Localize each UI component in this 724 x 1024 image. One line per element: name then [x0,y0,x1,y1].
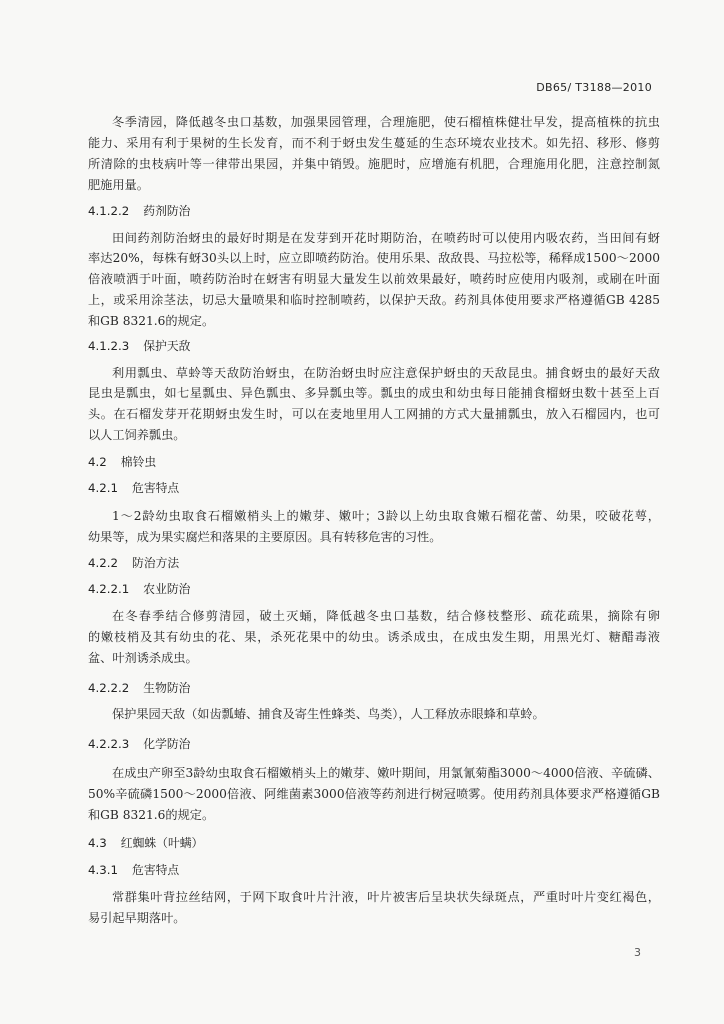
paragraph-line: 1～2龄幼虫取食石榴嫩梢头上的嫩芽、嫩叶；3龄以上幼虫取食嫩石榴花蕾、幼果，咬破花萼， [112,509,660,523]
paragraph-line: 保护果园天敌（如齿瓢蝽、捕食及寄生性蜂类、鸟类），人工释放赤眼蜂和草蛉。 [112,707,545,721]
paragraph-line: 和GB 8321.6的规定。 [88,314,215,328]
section-heading [88,679,190,697]
section-number: 4.2.2.2 [88,681,130,695]
paragraph-line: 倍液喷洒于叶面，喷药防治时在蚜害有明显大量发生以前效果最好，喷药时应使用内吸剂，或刷在叶面 [88,272,660,286]
paragraph-line: 肥施用量。 [88,178,149,192]
page-number: 3 [634,946,641,959]
section-number: 4.2.2.1 [88,582,130,596]
section-title: 红蜘蛛（叶螨） [120,836,204,850]
section-title: 药剂防治 [143,204,191,218]
section-number: 4.3.1 [88,863,119,877]
section-title: 防治方法 [132,556,180,570]
paragraph-line: 所清除的虫枝病叶等一律带出果园，并集中销毁。施肥时，应增施有机肥，合理施用化肥，注意控制氮 [88,157,660,171]
section-heading [88,479,179,497]
section-title: 保护天敌 [143,339,191,353]
paragraph-line: 和GB 8321.6的规定。 [88,808,215,822]
paragraph-line: 率达20%，每株有蚜30头以上时，应立即喷药防治。使用乐果、敌敌畏、马拉松等，稀释成1500～2000 [88,251,660,265]
section-heading [88,453,156,471]
section-title: 生物防治 [143,681,191,695]
paragraph-line: 上，或采用涂茎法，切忌大量喷果和临时控制喷药，以保护天敌。药剂具体使用要求严格遵循GB 4285 [88,293,660,307]
paragraph-line: 头。在石榴发芽开花期蚜虫发生时，可以在麦地里用人工网捕的方式大量捕瓢虫，放入石榴园内，也可 [88,407,660,421]
section-heading [88,580,190,598]
paragraph-line: 易引起早期落叶。 [88,911,186,925]
paragraph-line: 在成虫产卵至3龄幼虫取食石榴嫩梢头上的嫩芽、嫩叶期间，用氯氰菊酯3000～4000倍液、辛硫磷、 [112,766,660,780]
section-heading [88,861,179,879]
section-number: 4.2.2 [88,556,119,570]
section-heading [88,834,203,852]
paragraph-line: 盆、叶剂诱杀成虫。 [88,651,198,665]
paragraph-line: 昆虫是瓢虫，如七星瓢虫、异色瓢虫、多异瓢虫等。瓢虫的成虫和幼虫每日能捕食榴蚜虫数十甚至上百 [88,386,660,400]
paragraph-line: 田间药剂防治蚜虫的最好时期是在发芽到开花时期防治，在喷药时可以使用内吸农药，当田间有蚜 [112,231,660,245]
paragraph-line: 能力、采用有利于果树的生长发育，而不利于蚜虫发生蔓延的生态环境农业技术。如先招、移形、修剪 [88,136,660,150]
paragraph-line: 幼果等，成为果实腐烂和落果的主要原因。具有转移危害的习性。 [88,530,442,544]
section-number: 4.2.1 [88,481,119,495]
section-heading [88,337,190,355]
section-number: 4.1.2.3 [88,339,130,353]
paragraph-line: 以人工饲养瓢虫。 [88,428,186,442]
section-number: 4.3 [88,836,107,850]
paragraph-line: 50%辛硫磷1500～2000倍液、阿维菌素3000倍液等药剂进行树冠喷雾。使用药剂具体要求严格遵循GB [88,787,660,801]
section-title: 危害特点 [132,481,180,495]
document-code: DB65/ T3188—2010 [536,81,652,94]
section-heading [88,554,179,572]
section-heading [88,202,190,220]
section-heading [88,735,190,753]
section-title: 化学防治 [143,737,191,751]
section-title: 棉铃虫 [120,455,157,469]
section-number: 4.1.2.2 [88,204,130,218]
paragraph-line: 冬季清园，降低越冬虫口基数，加强果园管理，合理施肥，使石榴植株健壮早发，提高植株的抗虫 [112,115,660,129]
section-title: 危害特点 [132,863,180,877]
paragraph-line: 常群集叶背拉丝结网，于网下取食叶片汁液，叶片被害后呈块状失绿斑点，严重时叶片变红褐色， [112,890,660,904]
paragraph-line: 利用瓢虫、草蛉等天敌防治蚜虫，在防治蚜虫时应注意保护蚜虫的天敌昆虫。捕食蚜虫的最好天敌 [112,366,660,380]
paragraph-line: 在冬春季结合修剪清园，破土灭蛹，降低越冬虫口基数，结合修枝整形、疏花疏果，摘除有卵 [112,609,660,623]
section-title: 农业防治 [143,582,191,596]
paragraph-line: 的嫩枝梢及其有幼虫的花、果，杀死花果中的幼虫。诱杀成虫，在成虫发生期，用黑光灯、糖醋毒液 [88,630,660,644]
section-number: 4.2.2.3 [88,737,130,751]
section-number: 4.2 [88,455,107,469]
